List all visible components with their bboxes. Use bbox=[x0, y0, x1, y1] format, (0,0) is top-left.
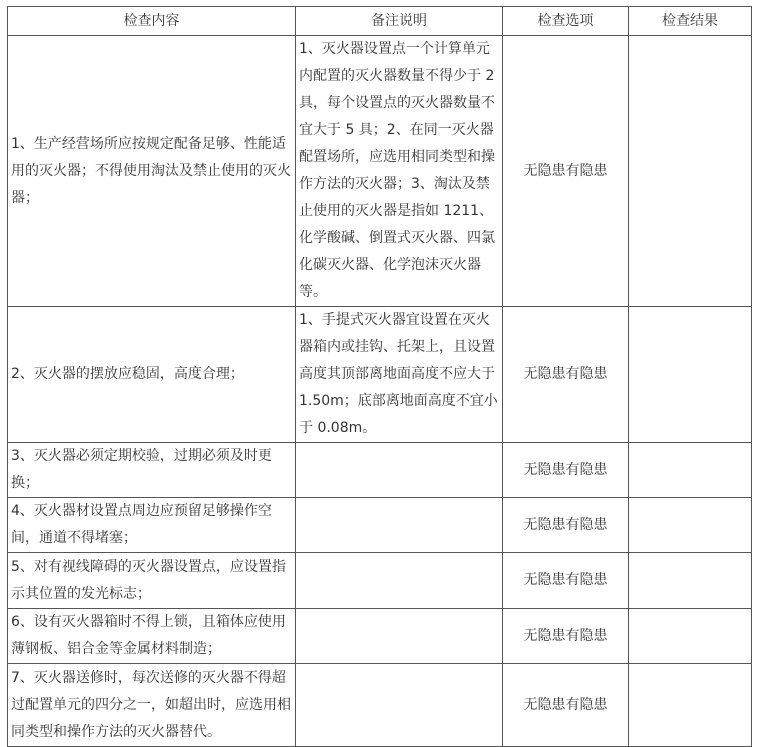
row-option[interactable]: 无隐患有隐患 bbox=[503, 553, 629, 609]
row-note bbox=[296, 553, 503, 609]
row-note bbox=[296, 443, 503, 498]
table-row bbox=[8, 443, 752, 498]
row-option[interactable]: 无隐患有隐患 bbox=[503, 609, 629, 664]
table-row bbox=[8, 307, 752, 443]
row-result[interactable] bbox=[629, 553, 752, 609]
row-content: 4、灭火器材设置点周边应预留足够操作空间，通道不得堵塞； bbox=[8, 498, 296, 553]
header-option: 检查选项 bbox=[503, 7, 629, 36]
header-content: 检查内容 bbox=[8, 7, 296, 36]
table-row bbox=[8, 609, 752, 664]
row-note: 1、灭火器设置点一个计算单元内配置的灭火器数量不得少于 2 具，每个设置点的灭火器数量不宜大于 5 具；2、在同一灭火器配置场所，应选用相同类型和操作方法的灭火器；3、淘汰及禁止使用的灭火器是指如 1211、化学酸碱、倒置式灭火器、四氯化碳灭火器、化学泡沫灭火器等。 bbox=[296, 36, 503, 307]
row-result[interactable] bbox=[629, 664, 752, 747]
row-content: 1、生产经营场所应按规定配备足够、性能适用的灭火器；不得使用淘汰及禁止使用的灭火器； bbox=[8, 36, 296, 307]
table-row bbox=[8, 36, 752, 307]
row-content: 2、灭火器的摆放应稳固，高度合理； bbox=[8, 307, 296, 443]
row-option[interactable]: 无隐患有隐患 bbox=[503, 36, 629, 307]
row-note bbox=[296, 609, 503, 664]
row-result[interactable] bbox=[629, 498, 752, 553]
row-content: 6、设有灭火器箱时不得上锁，且箱体应使用薄钢板、铝合金等金属材料制造； bbox=[8, 609, 296, 664]
header-note: 备注说明 bbox=[296, 7, 503, 36]
row-result[interactable] bbox=[629, 443, 752, 498]
row-option[interactable]: 无隐患有隐患 bbox=[503, 307, 629, 443]
table-row bbox=[8, 664, 752, 747]
row-result[interactable] bbox=[629, 609, 752, 664]
row-content: 7、灭火器送修时，每次送修的灭火器不得超过配置单元的四分之一，如超出时，应选用相同类型和操作方法的灭火器替代。 bbox=[8, 664, 296, 747]
row-option[interactable]: 无隐患有隐患 bbox=[503, 498, 629, 553]
row-option[interactable]: 无隐患有隐患 bbox=[503, 443, 629, 498]
row-result[interactable] bbox=[629, 307, 752, 443]
table-row bbox=[8, 498, 752, 553]
row-content: 5、对有视线障碍的灭火器设置点，应设置指示其位置的发光标志； bbox=[8, 553, 296, 609]
table-header-row bbox=[8, 7, 752, 36]
inspection-table bbox=[7, 6, 752, 747]
row-option[interactable]: 无隐患有隐患 bbox=[503, 664, 629, 747]
row-note: 1、手提式灭火器宜设置在灭火器箱内或挂钩、托架上，且设置高度其顶部离地面高度不应大于 1.50m；底部离地面高度不宜小于 0.08m。 bbox=[296, 307, 503, 443]
row-result[interactable] bbox=[629, 36, 752, 307]
row-note bbox=[296, 498, 503, 553]
row-note bbox=[296, 664, 503, 747]
row-content: 3、灭火器必须定期校验，过期必须及时更换； bbox=[8, 443, 296, 498]
table-row bbox=[8, 553, 752, 609]
header-result: 检查结果 bbox=[629, 7, 752, 36]
